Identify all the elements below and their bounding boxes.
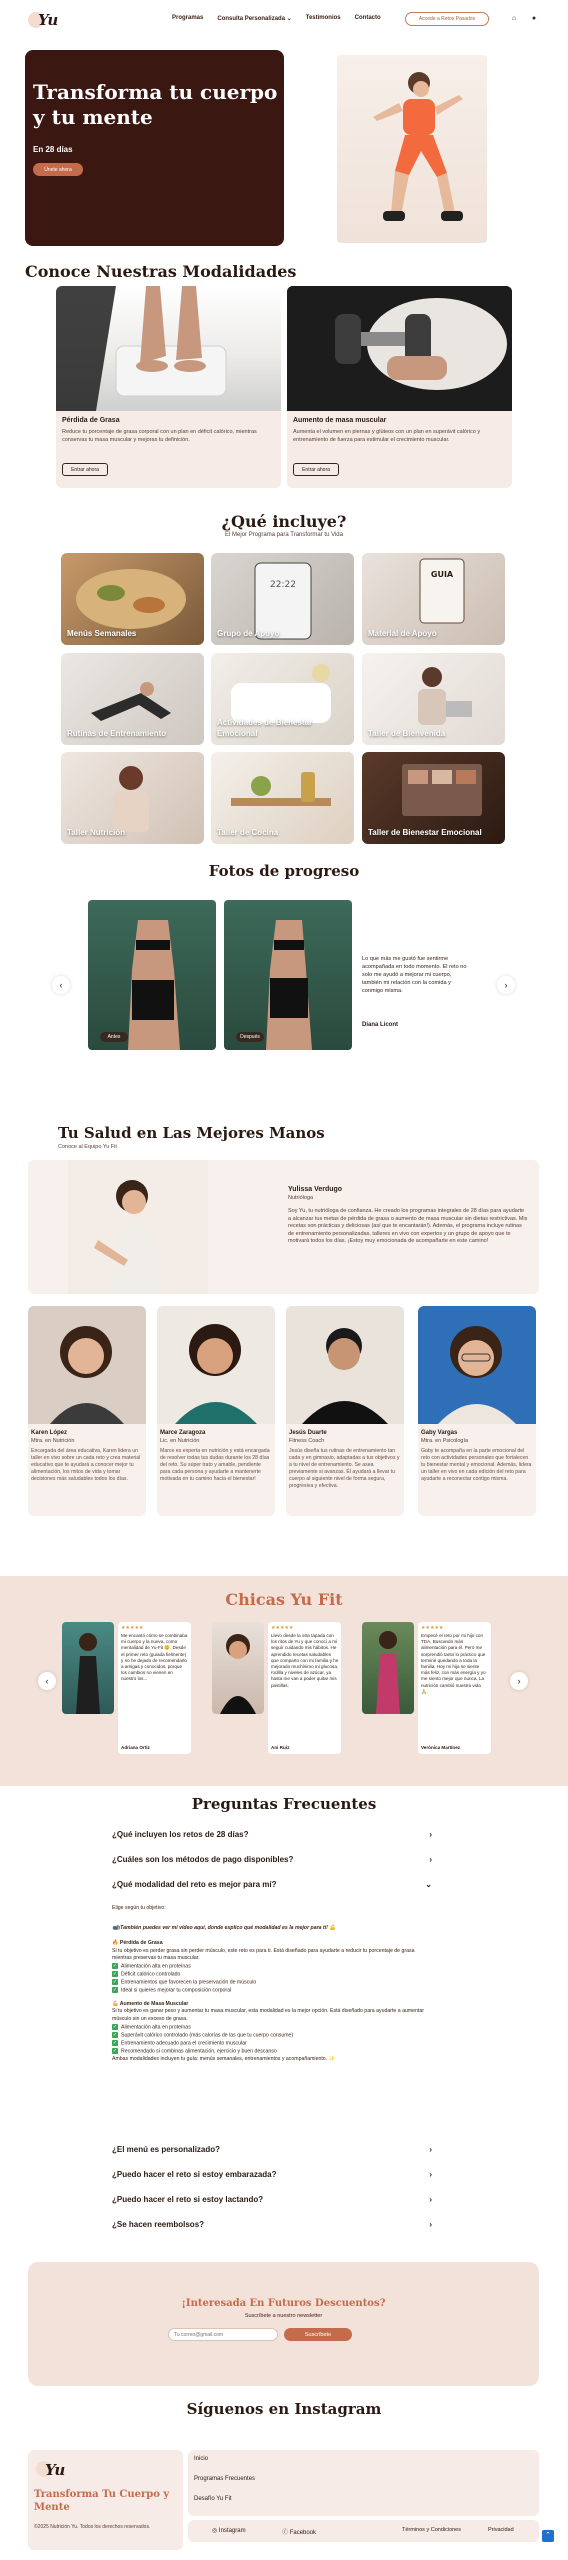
hero-join-button[interactable]: Únete ahora (33, 163, 83, 176)
testimonio-quote: Empecé el reto por mi hijo con TDA. Buscando más alimentación para él. Pero me sorprendió tanto lo práctico que terminé quedando a toda la familia. Hoy mi hija se siente más feliz, con más energía y yo me siento mejor que nunca. La nutrición cambió nuestra vida 🙏. (421, 1633, 486, 1694)
chevron-down-icon: ⌄ (425, 1880, 432, 1889)
tile-actividades[interactable] (211, 653, 354, 745)
terms-link[interactable]: Términos y Condiciones (402, 2527, 461, 2533)
perdida-item: ✓ Alimentación alta en proteínas (112, 1962, 191, 1970)
instagram-link[interactable]: ◎ Instagram (212, 2528, 246, 2534)
chevron-right-icon: › (429, 2170, 432, 2179)
hero-title: Transforma tu cuerpo y tu mente (33, 80, 278, 129)
member-name: Jesús Duarte (289, 1430, 327, 1436)
testimonio-author: Verónica Martínez (421, 1745, 461, 1750)
tile-label: Taller de Bienvenida (368, 729, 446, 738)
faq-item-1[interactable] (112, 1830, 432, 1839)
faq-video-link[interactable]: 📹¡También puedes ver mi video aquí, donde explico qué modalidad es la mejor para ti! 💪 (112, 1924, 336, 1931)
footer-brand (28, 2450, 183, 2550)
faq-answer-3 (112, 1905, 432, 2063)
lead-nutritionist-card (28, 1160, 539, 1294)
check-icon: ✓ (112, 2023, 118, 2030)
progreso-prev-arrow[interactable]: ‹ (52, 976, 70, 994)
faq-heading: Preguntas Frecuentes (191, 1795, 377, 1813)
retos-pasados-button[interactable]: Accede a Retos Pasados (405, 12, 489, 26)
footer-link-inicio[interactable]: Inicio (194, 2456, 209, 2462)
testimonio-photo-1 (62, 1622, 114, 1714)
after-tag: Después (236, 1032, 264, 1042)
yu-logo[interactable] (26, 8, 70, 32)
testimonio-card-1 (118, 1622, 191, 1754)
progreso-next-arrow[interactable]: › (497, 976, 515, 994)
stars-icon: ★★★★★ (271, 1625, 294, 1631)
tile-label: Actividades de Bienestar Emocional (217, 718, 313, 738)
footer-logo[interactable] (34, 2456, 74, 2482)
member-role: Mtra. en Nutrición (31, 1438, 75, 1444)
member-role: Fitness Coach (289, 1438, 325, 1444)
testimonio-author: Ani Ruiz (271, 1745, 290, 1750)
team-card-marce (157, 1306, 275, 1516)
tile-label: Material de Apoyo (368, 629, 437, 638)
team-card-karen (28, 1306, 146, 1516)
modalidades-heading: Conoce Nuestras Modalidades (25, 262, 297, 281)
nav-links (172, 15, 381, 22)
svg-text:Yu: Yu (45, 2461, 66, 2479)
faq-intro: Elige según tu objetivo: (112, 1905, 166, 1911)
testimonios-heading: Chicas Yu Fit (225, 1590, 343, 1609)
stars-icon: ★★★★★ (121, 1625, 144, 1631)
tile-label: Taller de Bienestar Emocional (368, 828, 482, 837)
progreso-heading: Fotos de progreso (208, 862, 360, 880)
lead-role: Nutrióloga (288, 1195, 314, 1201)
tile-material[interactable] (362, 553, 505, 645)
scroll-top-icon[interactable]: ⌃ (542, 2530, 554, 2542)
testimonio-author: Adriana Ortiz (121, 1745, 150, 1750)
tile-label: Menús Semanales (67, 629, 137, 638)
aumento-item: ✓ Entrenamiento adecuado para el crecimiento muscular (112, 2039, 247, 2046)
hero-subtitle: En 28 días (33, 145, 73, 154)
marce-photo (157, 1306, 275, 1424)
facebook-icon: ⓕ (282, 2530, 289, 2536)
tile-nutricion[interactable] (61, 752, 204, 844)
member-name: Gaby Vargas (421, 1430, 458, 1436)
nav-link-consulta[interactable]: Consulta Personalizada ⌄ (217, 16, 292, 22)
aumento-item: ✓ Superávit calórico controlado (más calorías de las que tu cuerpo consume) (112, 2031, 294, 2038)
hero-photo (337, 55, 487, 243)
faq-question: ¿Qué incluyen los retos de 28 días? (112, 1830, 249, 1839)
footer-link-desafio[interactable]: Desafío Yu Fit (194, 2496, 232, 2502)
nav-link-contacto[interactable]: Contacto (354, 15, 381, 21)
testimonio-photo-2 (212, 1622, 264, 1714)
instagram-heading: Síguenos en Instagram (186, 2400, 382, 2418)
top-navbar (0, 0, 568, 40)
check-icon: ✓ (112, 2031, 118, 2038)
testimonios-prev-arrow[interactable]: ‹ (38, 1672, 56, 1690)
lead-name: Yulissa Verdugo (288, 1186, 343, 1193)
faq-item-7[interactable] (112, 2220, 432, 2229)
faq-question: ¿El menú es personalizado? (112, 2145, 221, 2154)
chevron-right-icon: › (429, 1830, 432, 1839)
scale-photo (56, 286, 281, 411)
check-icon: ✓ (112, 1970, 118, 1977)
nav-link-programas[interactable]: Programas (172, 15, 204, 21)
lead-bio: Soy Yu, tu nutrióloga de confianza. He creado los programas integrales de 28 días para ayudarte a alcanzar tus metas de pérdida de grasa o aumento de masa muscular sin dietas restrictivas. Mis recetas son prácticas y deliciosas (así que te encantarán!). Además, el programa incluye rutinas de entrenamiento personalizadas, talleres en vivo con expertos y un grupo de apoyo que te motivará todos los días. ¡Estoy muy emocionada de acompañarte en este camino! (288, 1208, 528, 1245)
faq-question: ¿Puedo hacer el reto si estoy embarazada? (112, 2170, 277, 2179)
check-icon: ✓ (112, 2047, 118, 2054)
team-card-gaby (418, 1306, 536, 1516)
faq-question: ¿Puedo hacer el reto si estoy lactando? (112, 2195, 264, 2204)
aumento-desc: Si tu objetivo es ganar peso y aumentar tu masa muscular, esta modalidad es la mejor opción. Está diseñado para ayudarte a aumentar músculo sin un exceso de grasa. (112, 2008, 425, 2023)
footer-tagline: Transforma Tu Cuerpo y Mente (34, 2489, 170, 2513)
cart-icon[interactable]: ⌂ (511, 15, 517, 22)
perdida-title: 🔥 Pérdida de Grasa (112, 1940, 163, 1947)
member-bio: Jesús diseña tus rutinas de entrenamiento tan cada y en gimnasio, adaptadas a tus objetivos y a tu nivel de entrenamiento. Se asea previamente si avanzas. Él ayudará a llevar tu cuerpo al siguiente nivel de forma segura, progresiva y efectiva. (289, 1448, 400, 1489)
tile-label: Grupo de Apoyo (217, 629, 280, 638)
progreso-author: Diana Licont (362, 1022, 399, 1028)
chevron-right-icon: › (429, 2220, 432, 2229)
team-card-jesus (286, 1306, 404, 1516)
tile-cocina[interactable] (211, 752, 354, 844)
member-role: Lic. en Nutrición (160, 1438, 200, 1444)
modalidad-enter-button[interactable]: Entrar ahora (62, 463, 108, 476)
aumento-item: ✓ Recomendado si combinas alimentación, ejercicio y buen descanso (112, 2047, 277, 2054)
stars-icon: ★★★★★ (421, 1625, 444, 1631)
phone-time: 22:22 (270, 580, 296, 590)
modalidad-card-perdida[interactable] (56, 286, 281, 488)
modalidad-title: Aumento de masa muscular (293, 417, 387, 424)
testimonio-card-3 (418, 1622, 491, 1754)
before-tag: Antes (100, 1032, 128, 1042)
faq-item-6[interactable] (112, 2195, 432, 2204)
member-bio: Encargada del área educativa, Karen lidera un taller en vivo sobre un cada reto y crea material educativo que te ayudará a conocer mejor tu alimentación, los mitos de vida y tomar decisiones más saludables todos los días. (31, 1448, 141, 1482)
tile-bienvenida[interactable] (362, 653, 505, 745)
aumento-item: ✓ Alimentación alta en proteínas (112, 2023, 191, 2030)
chevron-right-icon: › (429, 2195, 432, 2204)
faq-question: ¿Se hacen reembolsos? (112, 2220, 205, 2229)
member-name: Karen López (31, 1430, 68, 1436)
member-bio: Gaby te acompaña en la parte emocional del reto con actividades personales que fortalecen tu bienestar mental y emocional. Además, lidera un taller en vivo en cada edición del reto para ayudarte a reconectar contigo misma. (421, 1448, 532, 1482)
newsletter-subtitle: Suscríbete a nuestro newsletter (244, 2313, 323, 2319)
svg-text:Yu: Yu (38, 11, 59, 29)
tile-label: Rutinas de Entrenamiento (67, 729, 167, 738)
instagram-icon: ◎ (212, 2528, 218, 2534)
check-icon: ✓ (112, 1986, 118, 1993)
karen-photo (28, 1306, 146, 1424)
member-role: Mtra. en Psicología (421, 1438, 469, 1444)
check-icon: ✓ (112, 1962, 118, 1969)
faq-outro: Ambas modalidades incluyen tu guía: menús semanales, entrenamientos y acompañamiento. ✨ (112, 2055, 336, 2062)
footer-link-programas[interactable]: Programas Frecuentes (194, 2476, 256, 2482)
perdida-item: ✓ Ideal si quieres mejorar tu composición corporal (112, 1986, 232, 1994)
incluye-subheading: El Mejor Programa para Transformar tu Vida (225, 532, 343, 538)
faq-question: ¿Qué modalidad del reto es mejor para mí? (112, 1880, 277, 1889)
testimonio-quote: Llevo desde la otra tapada con los ritos de Yu y que conocí a mi seguir cuidando mis hábitos. He aprendido recetas saludables que comparto con mi familia y he mejorado muchísimo mi glucosa, rodilla y niveles de azúcar, ya hasta me van a poder quitar mis pastillas. (271, 1633, 339, 1688)
modalidad-card-aumento[interactable] (287, 286, 512, 488)
tile-rutinas[interactable] (61, 653, 204, 745)
facebook-link[interactable]: ⓕ Facebook (282, 2530, 317, 2536)
testimonio-quote: Me encantó cómo se combinaba mi cuerpo y la nueva, como mentalidad de Yu-Fit 😊. Desde el primer reto (guiada fielmente) y no he dejado de recomendarlo a amigas y conocidos, porque los cambios no vienen en nuestro los... (121, 1633, 188, 1682)
modalidad-enter-button[interactable]: Entrar ahora (293, 463, 339, 476)
faq-item-5[interactable] (112, 2170, 432, 2179)
gaby-photo (418, 1306, 536, 1424)
newsletter-title: ¡Interesada En Futuros Descuentos? (181, 2298, 386, 2309)
newsletter-email-input[interactable] (168, 2328, 278, 2341)
faq-item-3[interactable] (112, 1880, 432, 1889)
testimonio-photo-3 (362, 1622, 414, 1714)
member-name: Marce Zaragoza (160, 1430, 206, 1436)
modalidad-desc: Reduce tu porcentaje de grasa corporal con un plan en déficit calórico, mientras conservas tu masa muscular y mejoras tu definición. (62, 429, 257, 443)
newsletter-box (28, 2262, 539, 2386)
faq-item-4[interactable] (112, 2145, 432, 2154)
tile-bienestar[interactable] (362, 752, 505, 844)
chevron-right-icon: › (429, 2145, 432, 2154)
check-icon: ✓ (112, 1978, 118, 1985)
tile-grupo[interactable] (211, 553, 354, 645)
nav-link-testimonios[interactable]: Testimonios (305, 15, 341, 21)
aumento-title: 💪 Aumento de Masa Muscular (112, 2000, 189, 2007)
incluye-heading: ¿Qué incluye? (221, 512, 347, 531)
footer-copyright: ©2025 Nutrición Yu. Todos los derechos reservados. (34, 2524, 151, 2530)
hero-banner (25, 50, 284, 246)
tile-label: Taller Nutrición (67, 828, 126, 837)
equipo-subheading: Conoce al Equipo Yu Fit (58, 1144, 117, 1150)
equipo-heading: Tu Salud en Las Mejores Manos (58, 1124, 325, 1142)
before-photo (88, 900, 216, 1050)
faq-question: ¿Cuáles son los métodos de pago disponibles? (112, 1855, 294, 1864)
after-photo (224, 900, 352, 1050)
testimonio-card-2 (268, 1622, 341, 1754)
chevron-right-icon: › (429, 1855, 432, 1864)
user-icon[interactable]: ● (531, 15, 537, 22)
testimonios-next-arrow[interactable]: › (510, 1672, 528, 1690)
jesus-photo (286, 1306, 404, 1424)
subscribe-button[interactable]: Suscríbete (284, 2328, 352, 2341)
dumbbell-photo (287, 286, 512, 411)
lead-photo (68, 1160, 208, 1294)
tile-menus[interactable] (61, 553, 204, 645)
book-label: GUIA (430, 570, 454, 579)
perdida-desc: Si tu objetivo es perder grasa sin perder músculo, este reto es para ti. Está diseñado para ayudarte a reducir tu porcentaje de grasa mientras preservas tu masa muscular. (112, 1947, 415, 1962)
faq-item-2[interactable] (112, 1855, 432, 1864)
member-bio: Marce es experta en nutrición y está encargada de resolver todas tus dudas durante los 28 días del reto. Su súper trato y amable, pendiente para cada persona y ayudarte a mantenerte motivada en tu camino hacia el bienestar! (160, 1448, 270, 1482)
footer-links (188, 2450, 539, 2516)
progreso-quote: Lo que más me gustó fue sentirme acompañada en todo momento. El reto no solo me ayudó a mejorar mi cuerpo, también mi relación con la comida y conmigo misma. (362, 956, 467, 994)
perdida-item: ✓ Entrenamientos que favorecen la preservación de músculo (112, 1978, 257, 1986)
check-icon: ✓ (112, 2039, 118, 2046)
tile-label: Taller de Cocina (217, 828, 279, 837)
footer-social-bar (188, 2520, 539, 2542)
privacy-link[interactable]: Privacidad (488, 2527, 514, 2533)
modalidad-desc: Aumenta el volumen en piernas y glúteos con un plan en superávit calórico y entrenamiento de fuerza para estimular el crecimiento muscular. (293, 429, 481, 443)
perdida-item: ✓ Déficit calórico controlado (112, 1970, 181, 1978)
modalidad-title: Pérdida de Grasa (62, 417, 120, 424)
